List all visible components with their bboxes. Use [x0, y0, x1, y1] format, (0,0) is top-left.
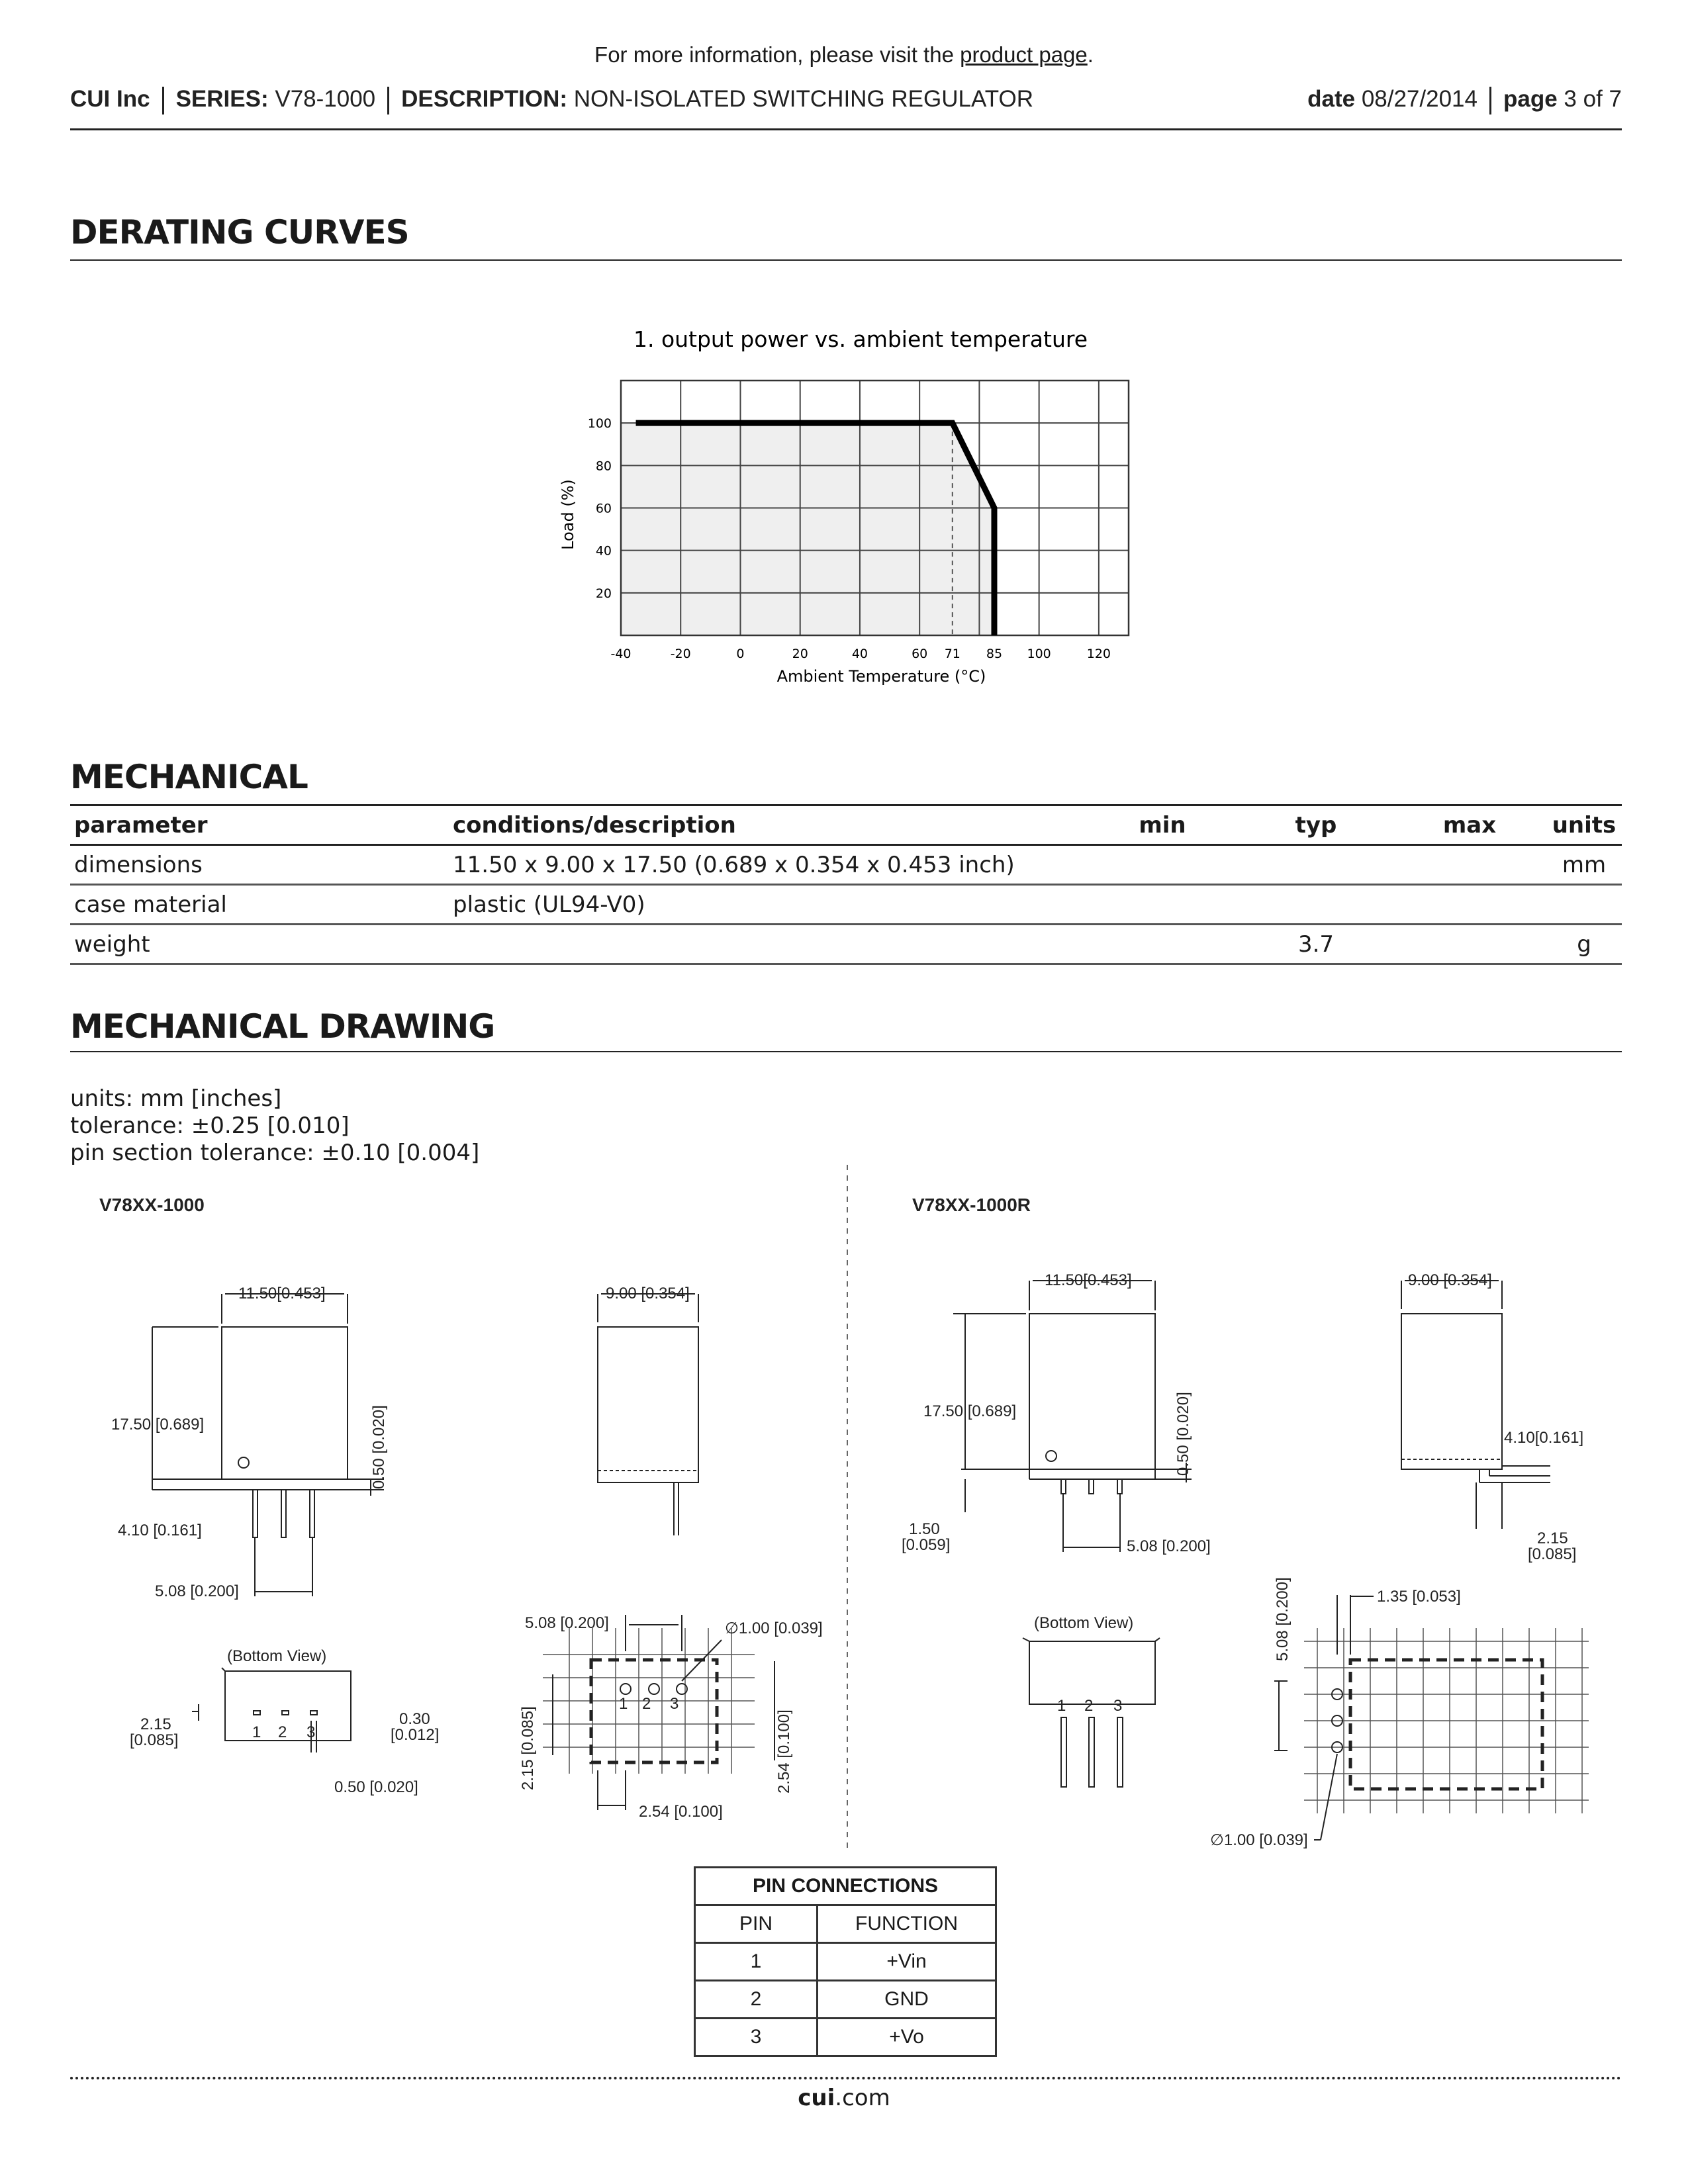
left-model-label: V78XX-1000 [99, 1195, 205, 1215]
col-max: max [1393, 805, 1546, 845]
left-side-body [598, 1327, 698, 1482]
x-tick-label: -40 [610, 647, 632, 661]
left-front-body [222, 1327, 348, 1479]
dim-215-left: 2.15 [140, 1715, 171, 1733]
pin-function: +Vin [818, 1943, 996, 1981]
right-bottom-view [1029, 1641, 1155, 1704]
x-tick-label: 100 [1027, 647, 1051, 661]
cell: plastic (UL94-V0) [449, 885, 1086, 925]
dim-150i-right: [0.059] [902, 1536, 951, 1554]
pin-2-label-right: 2 [1084, 1697, 1094, 1715]
dim-135-right: 1.35 [0.053] [1377, 1588, 1461, 1606]
dim-508-left: 5.08 [0.200] [155, 1582, 239, 1600]
operating-area [621, 423, 994, 635]
dim-width-left: 11.50[0.453] [238, 1285, 326, 1302]
left-bottom-view [225, 1671, 351, 1741]
table-row [70, 925, 1622, 964]
dim-215-pcb-left: 2.15 [0.085] [519, 1706, 537, 1790]
y-tick-label: 100 [587, 416, 612, 432]
y-tick-label: 20 [595, 586, 612, 601]
mechanical-drawing [0, 1152, 1688, 1853]
pin-marker [1046, 1451, 1056, 1461]
right-side-body [1401, 1314, 1502, 1469]
product-page-link[interactable]: product page [960, 42, 1088, 67]
dim-410-right: 4.10[0.161] [1504, 1429, 1584, 1447]
page-value: 3 of 7 [1564, 86, 1622, 112]
table-row [695, 1905, 996, 1943]
derating-chart [543, 324, 1139, 688]
cell: 11.50 x 9.00 x 17.50 (0.689 x 0.354 x 0.453 inch) [449, 845, 1086, 885]
page-label: page [1503, 86, 1558, 112]
hole-dia-right: ∅1.00 [0.039] [1210, 1831, 1308, 1849]
dim-width-right: 11.50[0.453] [1045, 1271, 1132, 1289]
x-tick-label: -20 [670, 647, 691, 661]
pin-connections-table [694, 1866, 997, 2057]
cell: mm [1546, 845, 1622, 885]
dim-050-right: 0.50 [0.020] [1174, 1392, 1192, 1476]
drawing-rule [70, 1051, 1622, 1052]
pin-col-header: PIN [695, 1905, 818, 1943]
header-left [70, 86, 1033, 114]
description-value: NON-ISOLATED SWITCHING REGULATOR [573, 86, 1033, 112]
col-typ: typ [1239, 805, 1393, 845]
units-note: units: mm [inches] [70, 1085, 282, 1112]
cell: case material [70, 885, 449, 925]
cell [1239, 885, 1393, 925]
top-note-prefix: For more information, please visit the [594, 42, 961, 67]
dim-030i-left: [0.012] [391, 1726, 440, 1744]
hole-dia-left: ∅1.00 [0.039] [725, 1619, 823, 1637]
cell [1239, 845, 1393, 885]
bottom-view-label-right: (Bottom View) [1034, 1614, 1134, 1632]
pin-3-label: 3 [306, 1723, 316, 1741]
right-front-body [1029, 1314, 1155, 1469]
pin-table-title: PIN CONNECTIONS [695, 1868, 996, 1905]
footer-brand [0, 2085, 1688, 2111]
dim-215i-left: [0.085] [130, 1731, 179, 1749]
dim-215-right: 2.15 [1537, 1529, 1568, 1547]
cell: 3.7 [1239, 925, 1393, 964]
mechanical-title: MECHANICAL [70, 758, 308, 796]
series-label: SERIES: [175, 86, 269, 112]
cell [449, 925, 1086, 964]
cell: g [1546, 925, 1622, 964]
cell [1086, 885, 1239, 925]
table-row [695, 2019, 996, 2056]
col-parameter: parameter [70, 805, 449, 845]
derating-title: DERATING CURVES [70, 213, 409, 251]
dim-410-left: 4.10 [0.161] [118, 1522, 202, 1539]
right-pcb-outline [1350, 1660, 1542, 1789]
cell [1393, 845, 1546, 885]
pin-2-label: 2 [278, 1723, 287, 1741]
x-tick-label: 60 [912, 647, 928, 661]
dim-width-side-left: 9.00 [0.354] [606, 1285, 690, 1302]
table-row [695, 1943, 996, 1981]
x-tick-label: 85 [986, 647, 1003, 661]
table-row [70, 885, 1622, 925]
cell: weight [70, 925, 449, 964]
pin-number: 1 [695, 1943, 818, 1981]
col-conditions: conditions/description [449, 805, 1086, 845]
x-tick-label: 120 [1086, 647, 1111, 661]
cell [1393, 885, 1546, 925]
top-note [0, 42, 1688, 68]
cell [1086, 925, 1239, 964]
cell [1393, 925, 1546, 964]
dim-050b-left: 0.50 [0.020] [334, 1778, 418, 1796]
description-label: DESCRIPTION: [401, 86, 568, 112]
pcb-pin-1: 1 [619, 1695, 628, 1713]
dim-508-right: 5.08 [0.200] [1127, 1537, 1211, 1555]
dim-508-pcb-left: 5.08 [0.200] [525, 1614, 609, 1632]
x-tick-label: 40 [851, 647, 868, 661]
pcb-pin-3: 3 [670, 1695, 679, 1713]
pin-tolerance-note: pin section tolerance: ±0.10 [0.004] [70, 1140, 480, 1166]
dim-508v-right: 5.08 [0.200] [1274, 1577, 1291, 1661]
dim-215i-right: [0.085] [1528, 1545, 1577, 1563]
drawing-title: MECHANICAL DRAWING [70, 1007, 495, 1046]
derating-rule [70, 259, 1622, 261]
series-value: V78-1000 [275, 86, 376, 112]
dim-height-left: 17.50 [0.689] [111, 1416, 205, 1433]
y-axis-label: Load (%) [559, 479, 577, 550]
col-units: units [1546, 805, 1622, 845]
header-rule [70, 128, 1622, 130]
footer-brand-rest: .com [835, 2085, 890, 2111]
tolerance-note: tolerance: ±0.25 [0.010] [70, 1113, 350, 1139]
x-tick-label: 71 [944, 647, 961, 661]
dim-height-right: 17.50 [0.689] [923, 1402, 1017, 1420]
y-tick-label: 40 [595, 543, 612, 559]
dim-050-left: 0.50 [0.020] [370, 1405, 388, 1489]
pcb-pin-2: 2 [642, 1695, 651, 1713]
mechanical-table [70, 804, 1622, 965]
cell: dimensions [70, 845, 449, 885]
pin-number: 3 [695, 2019, 818, 2056]
bottom-view-label-left: (Bottom View) [227, 1647, 327, 1665]
right-model-label: V78XX-1000R [912, 1195, 1031, 1215]
x-axis-label: Ambient Temperature (°C) [776, 667, 986, 686]
date-label: date [1307, 86, 1356, 112]
chart-title: 1. output power vs. ambient temperature [633, 326, 1088, 352]
y-tick-label: 80 [595, 459, 612, 474]
table-row [70, 845, 1622, 885]
dim-030-left: 0.30 [399, 1710, 430, 1728]
pin-function: GND [818, 1981, 996, 2019]
dim-width-side-right: 9.00 [0.354] [1408, 1271, 1492, 1289]
pin-function: +Vo [818, 2019, 996, 2056]
cell [1546, 885, 1622, 925]
col-min: min [1086, 805, 1239, 845]
company-name: CUI Inc [70, 86, 150, 112]
pin-1-label-right: 1 [1057, 1697, 1066, 1715]
date-value: 08/27/2014 [1361, 86, 1477, 112]
dim-150-right: 1.50 [909, 1520, 940, 1538]
y-tick-label: 60 [595, 501, 612, 516]
dim-254-pcb-left: 2.54 [0.100] [775, 1709, 793, 1794]
table-row [695, 1981, 996, 2019]
header-right [1307, 86, 1622, 114]
dim-254h-pcb-left: 2.54 [0.100] [639, 1803, 723, 1821]
top-note-suffix: . [1087, 42, 1094, 67]
pin-marker [238, 1457, 249, 1468]
x-tick-label: 20 [792, 647, 808, 661]
pin-1-label: 1 [252, 1723, 261, 1741]
cell [1086, 845, 1239, 885]
footer-rule [70, 2077, 1622, 2079]
pin-number: 2 [695, 1981, 818, 2019]
x-tick-label: 0 [736, 647, 745, 661]
table-header-row [70, 805, 1622, 845]
pin-3-label-right: 3 [1113, 1697, 1123, 1715]
right-pcb-grid [1304, 1628, 1589, 1813]
function-col-header: FUNCTION [818, 1905, 996, 1943]
footer-brand-bold: cui [798, 2085, 835, 2111]
